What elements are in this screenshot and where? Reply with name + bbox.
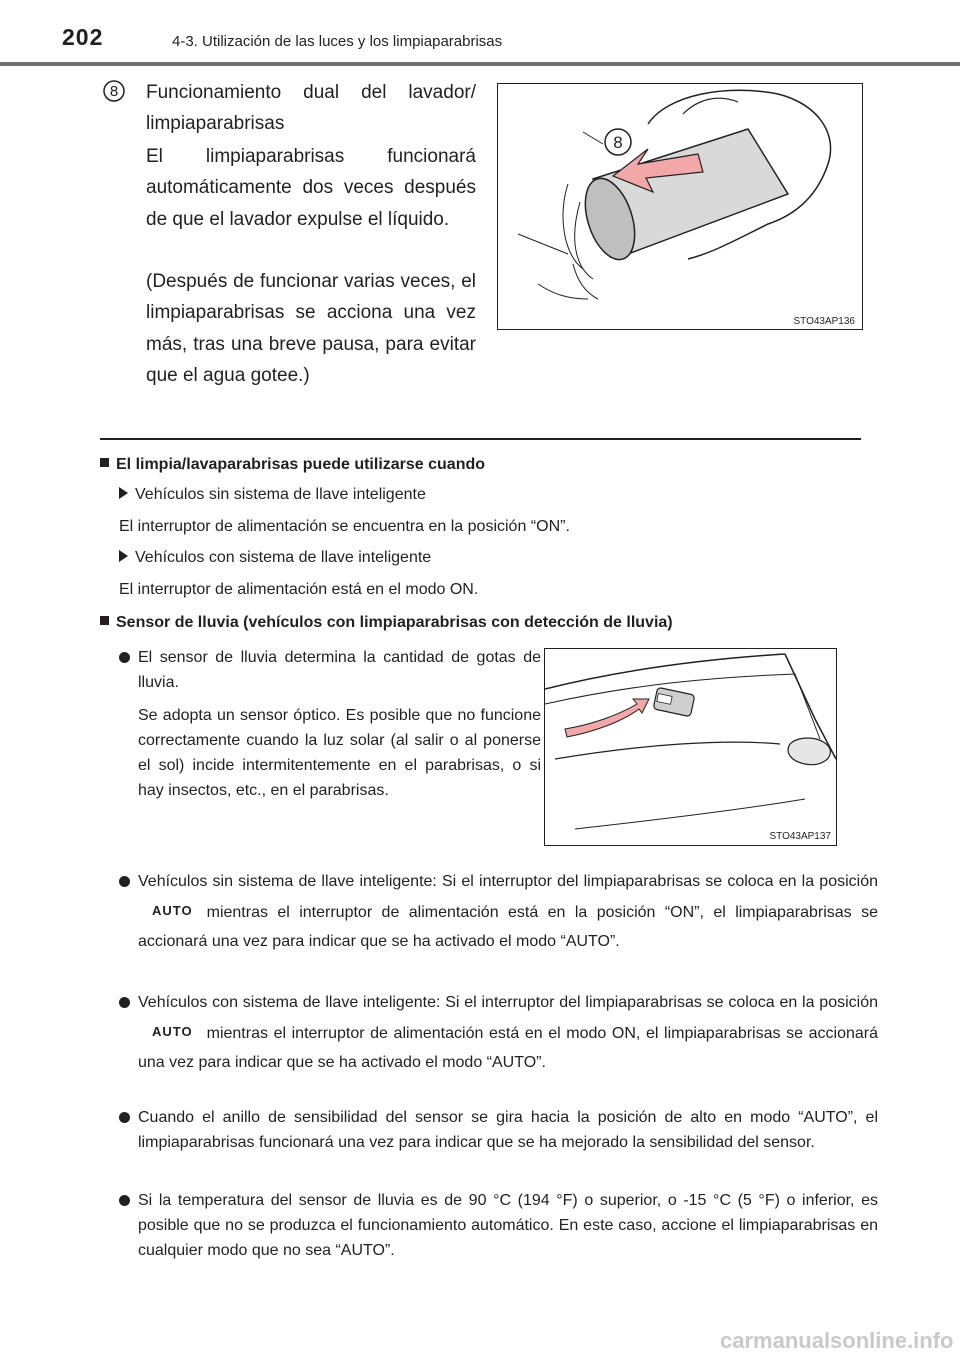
round-bullet-icon <box>119 1112 130 1123</box>
figure-code: STO43AP137 <box>769 831 831 842</box>
sensor-heading: Sensor de lluvia (vehículos con limpiaparabrisas con detección de lluvia) <box>100 610 860 635</box>
figure-callout-8: 8 <box>613 133 623 152</box>
wiper-lever-illustration <box>498 84 862 329</box>
item-8-description: El limpiaparabrisas funcionará automáticamente dos veces después de que el lavador expulse el líquido. <box>146 146 476 230</box>
square-bullet-icon <box>100 616 109 625</box>
sensor-bullet-2: Vehículos sin sistema de llave inteligente: Si el interruptor del limpiaparabrisas se coloca en la posiciónAUTO mientras el interruptor de alimentación está en la posición “ON”, el limpiaparabrisas se accionará una vez para indicar que se ha activado el modo “AUTO”. <box>119 867 878 956</box>
round-bullet-icon <box>119 652 130 663</box>
sensor-bullet-5: Si la temperatura del sensor de lluvia es de 90 °C (194 °F) o superior, o -15 °C (5 °F) o inferior, es posible que no se produzca el funcionamiento automático. En este caso, accione el limpiaparabrisas en cualquier modo que no sea “AUTO”. <box>119 1188 878 1263</box>
item-8-marker-number: 8 <box>109 83 119 100</box>
usable-sub-2: Vehículos con sistema de llave inteligente <box>119 545 431 570</box>
figure-code: STO43AP136 <box>793 316 855 327</box>
round-bullet-icon <box>119 997 130 1008</box>
square-bullet-icon <box>100 458 109 467</box>
item-8-marker-icon <box>103 80 125 102</box>
chapter-title: 4-3. Utilización de las luces y los limpiaparabrisas <box>172 33 503 50</box>
item-8-title: Funcionamiento dual del lavador/ limpiaparabrisas <box>146 82 476 135</box>
triangle-bullet-icon <box>119 487 128 499</box>
page-number: 202 <box>62 24 104 50</box>
usable-heading: El limpia/lavaparabrisas puede utilizarse cuando <box>100 452 860 477</box>
round-bullet-icon <box>119 1195 130 1206</box>
sensor-bullet-1: El sensor de lluvia determina la cantidad de gotas de lluvia. <box>119 645 541 695</box>
auto-position-icon: AUTO <box>152 1024 193 1039</box>
auto-position-icon: AUTO <box>152 903 193 918</box>
rain-sensor-figure <box>544 648 837 846</box>
header-divider <box>0 62 960 66</box>
wiper-lever-figure <box>497 83 863 330</box>
round-bullet-icon <box>119 876 130 887</box>
triangle-bullet-icon <box>119 550 128 562</box>
section-divider <box>100 438 861 440</box>
usable-text-1: El interruptor de alimentación se encuentra en la posición “ON”. <box>119 518 570 535</box>
rain-sensor-illustration <box>545 649 836 845</box>
watermark: carmanualsonline.info <box>720 1328 954 1353</box>
usable-sub-1: Vehículos sin sistema de llave inteligente <box>119 482 426 507</box>
sensor-bullet-4: Cuando el anillo de sensibilidad del sensor se gira hacia la posición de alto en modo “AUTO”, el limpiaparabrisas funcionará una vez para indicar que se ha mejorado la sensibilidad del sensor. <box>119 1105 878 1155</box>
item-8-note: (Después de funcionar varias veces, el limpiaparabrisas se acciona una vez más, tras una breve pausa, para evitar que el agua gotee.) <box>146 271 476 386</box>
sensor-bullet-1-detail: Se adopta un sensor óptico. Es posible que no funcione correctamente cuando la luz solar (al salir o al ponerse el sol) incide intermitentemente en el parabrisas, o si hay insectos, etc., en el parabrisas. <box>138 707 541 799</box>
sensor-bullet-3: Vehículos con sistema de llave inteligente: Si el interruptor del limpiaparabrisas se coloca en la posiciónAUTO mientras el interruptor de alimentación está en el modo ON, el limpiaparabrisas se accionará una vez para indicar que se ha activado el modo “AUTO”. <box>119 988 878 1077</box>
usable-text-2: El interruptor de alimentación está en el modo ON. <box>119 581 479 598</box>
